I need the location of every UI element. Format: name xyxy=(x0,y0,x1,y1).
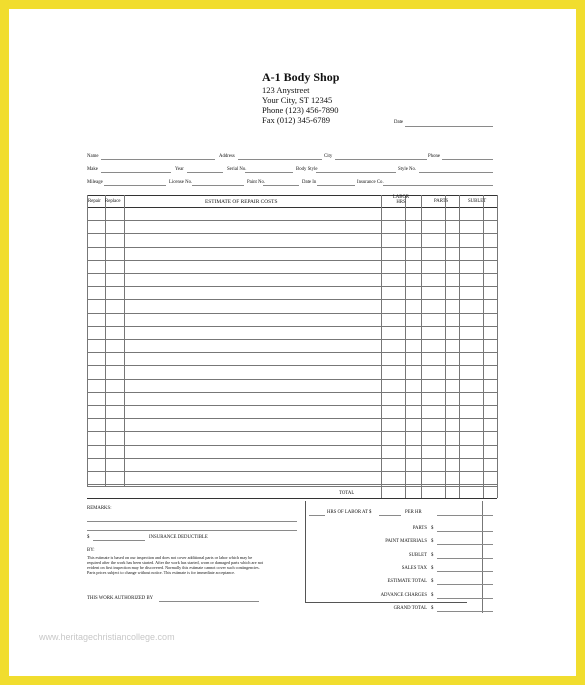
shop-header xyxy=(262,70,339,125)
address-label: Address xyxy=(219,154,235,159)
deductible-field[interactable] xyxy=(93,540,145,541)
date-in-field[interactable] xyxy=(317,185,355,186)
address-field[interactable] xyxy=(238,159,322,160)
summary-right-rule xyxy=(482,501,483,613)
table-column-rule xyxy=(124,195,125,486)
total-column-rule xyxy=(445,486,446,498)
estimate-total-dollar: $ xyxy=(431,579,434,584)
table-row xyxy=(87,260,497,261)
table-row xyxy=(87,313,497,314)
parts-header: PARTS xyxy=(434,199,449,204)
paint-no-field[interactable] xyxy=(263,185,299,186)
style-no-field[interactable] xyxy=(419,172,493,173)
parts-field[interactable] xyxy=(437,531,493,532)
summary-box-left xyxy=(305,501,306,602)
table-column-rule xyxy=(497,195,498,486)
table-row xyxy=(87,247,497,248)
table-row xyxy=(87,379,497,380)
table-column-rule xyxy=(87,195,88,486)
replace-header: Replace xyxy=(105,199,121,204)
advance-charges-label: ADVANCE CHARGES xyxy=(380,593,427,598)
table-row xyxy=(87,273,497,274)
labor-hours-field[interactable] xyxy=(309,515,325,516)
serial-label: Serial No. xyxy=(227,167,247,172)
paint-materials-field[interactable] xyxy=(437,544,493,545)
sales-tax-dollar: $ xyxy=(431,566,434,571)
remarks-line-2[interactable] xyxy=(87,530,297,531)
shop-city: Your City, ST 12345 xyxy=(262,95,333,105)
body-style-label: Body Style xyxy=(296,167,318,172)
table-row xyxy=(87,405,497,406)
mileage-field[interactable] xyxy=(104,185,166,186)
make-label: Make xyxy=(87,167,98,172)
table-header-rule xyxy=(87,207,497,208)
estimate-total-label: ESTIMATE TOTAL xyxy=(387,579,427,584)
table-column-rule xyxy=(421,195,422,486)
name-label: Name xyxy=(87,154,99,159)
license-label: License No. xyxy=(169,180,193,185)
total-label: TOTAL xyxy=(339,491,355,496)
table-column-rule xyxy=(459,195,460,486)
name-field[interactable] xyxy=(101,159,215,160)
table-total-rule xyxy=(87,498,497,499)
per-hr-label: PER HR xyxy=(405,510,422,515)
table-row xyxy=(87,233,497,234)
table-row xyxy=(87,445,497,446)
city-field[interactable] xyxy=(335,159,427,160)
table-column-rule xyxy=(105,195,106,486)
body-style-field[interactable] xyxy=(316,172,396,173)
grand-total-dollar: $ xyxy=(431,606,434,611)
hrs-of-labor-label: HRS OF LABOR AT $ xyxy=(327,510,372,515)
sales-tax-field[interactable] xyxy=(437,571,493,572)
remarks-line-1[interactable] xyxy=(87,521,297,522)
labor-total-field[interactable] xyxy=(437,515,493,516)
mileage-label: Mileage xyxy=(87,180,103,185)
labor-header: LABOR HRS xyxy=(392,195,410,205)
table-row xyxy=(87,220,497,221)
make-field[interactable] xyxy=(101,172,171,173)
sublet-dollar: $ xyxy=(431,553,434,558)
parts-dollar: $ xyxy=(431,526,434,531)
paint-no-label: Paint No. xyxy=(247,180,266,185)
table-row xyxy=(87,299,497,300)
grand-total-field[interactable] xyxy=(437,611,493,612)
table-row xyxy=(87,286,497,287)
year-label: Year xyxy=(175,167,184,172)
phone-field[interactable] xyxy=(442,159,493,160)
sublet-header: SUBLET xyxy=(468,199,487,204)
labor-rate-field[interactable] xyxy=(379,515,401,516)
city-label: City xyxy=(324,154,333,159)
shop-name: A-1 Body Shop xyxy=(262,70,340,84)
deductible-label: INSURANCE DEDUCTIBLE xyxy=(149,535,208,540)
grand-total-label: GRAND TOTAL xyxy=(393,606,427,611)
table-row xyxy=(87,352,497,353)
total-column-rule xyxy=(483,486,484,498)
table-column-rule xyxy=(381,195,382,486)
summary-box-bottom xyxy=(305,602,467,603)
sales-tax-label: SALES TAX xyxy=(401,566,427,571)
paint-materials-label: PAINT MATERIALS xyxy=(385,539,427,544)
parts-label: PARTS xyxy=(412,526,427,531)
estimate-header: ESTIMATE OF REPAIR COSTS xyxy=(205,199,278,205)
table-row xyxy=(87,365,497,366)
deductible-dollar: $ xyxy=(87,535,90,540)
sublet-field[interactable] xyxy=(437,558,493,559)
advance-charges-dollar: $ xyxy=(431,593,434,598)
license-field[interactable] xyxy=(192,185,244,186)
advance-charges-field[interactable] xyxy=(437,598,493,599)
date-in-label: Date In xyxy=(302,180,317,185)
authorized-label: THIS WORK AUTHORIZED BY xyxy=(87,596,154,601)
table-row xyxy=(87,486,497,487)
table-row xyxy=(87,458,497,459)
total-column-rule xyxy=(497,486,498,498)
shop-fax: Fax (012) 345-6789 xyxy=(262,115,330,125)
repair-header: Repair xyxy=(88,199,101,204)
total-column-rule xyxy=(405,486,406,498)
estimate-total-field[interactable] xyxy=(437,584,493,585)
date-field[interactable] xyxy=(405,126,493,127)
disclaimer-text: This estimate is based on our inspection and does not cover additional parts or labor which may be required after the work has been started. After the work has started, worn or damaged parts which are not evident on first inspection may be discovered. Normally this estimate cannot cover such contingencies. Parts prices subject to change without notice. This estimate is for immediate acceptance. xyxy=(87,555,264,575)
serial-field[interactable] xyxy=(245,172,293,173)
table-column-rule xyxy=(405,195,406,486)
total-column-rule xyxy=(381,486,382,498)
table-row xyxy=(87,431,497,432)
estimate-form xyxy=(9,9,576,676)
table-row xyxy=(87,471,497,472)
insurance-label: Insurance Co. xyxy=(357,180,384,185)
table-row xyxy=(87,418,497,419)
date-label: Date xyxy=(394,120,404,125)
sublet-label: SUBLET xyxy=(408,553,427,558)
table-column-rule xyxy=(445,195,446,486)
table-top-rule xyxy=(87,195,497,196)
table-row xyxy=(87,326,497,327)
style-no-label: Style No. xyxy=(398,167,417,172)
table-column-rule xyxy=(483,195,484,486)
total-column-rule xyxy=(421,486,422,498)
phone-label: Phone xyxy=(428,154,440,159)
total-column-rule xyxy=(459,486,460,498)
year-field[interactable] xyxy=(187,172,223,173)
shop-phone: Phone (123) 456-7890 xyxy=(262,105,339,115)
remarks-label: REMARKS: xyxy=(87,506,112,511)
authorized-field[interactable] xyxy=(159,601,259,602)
paint-materials-dollar: $ xyxy=(431,539,434,544)
by-label: BY: xyxy=(87,548,95,553)
shop-address: 123 Anystreet xyxy=(262,85,310,95)
table-row xyxy=(87,339,497,340)
table-row xyxy=(87,392,497,393)
watermark: www.heritagechristiancollege.com xyxy=(39,632,175,642)
insurance-field[interactable] xyxy=(383,185,493,186)
